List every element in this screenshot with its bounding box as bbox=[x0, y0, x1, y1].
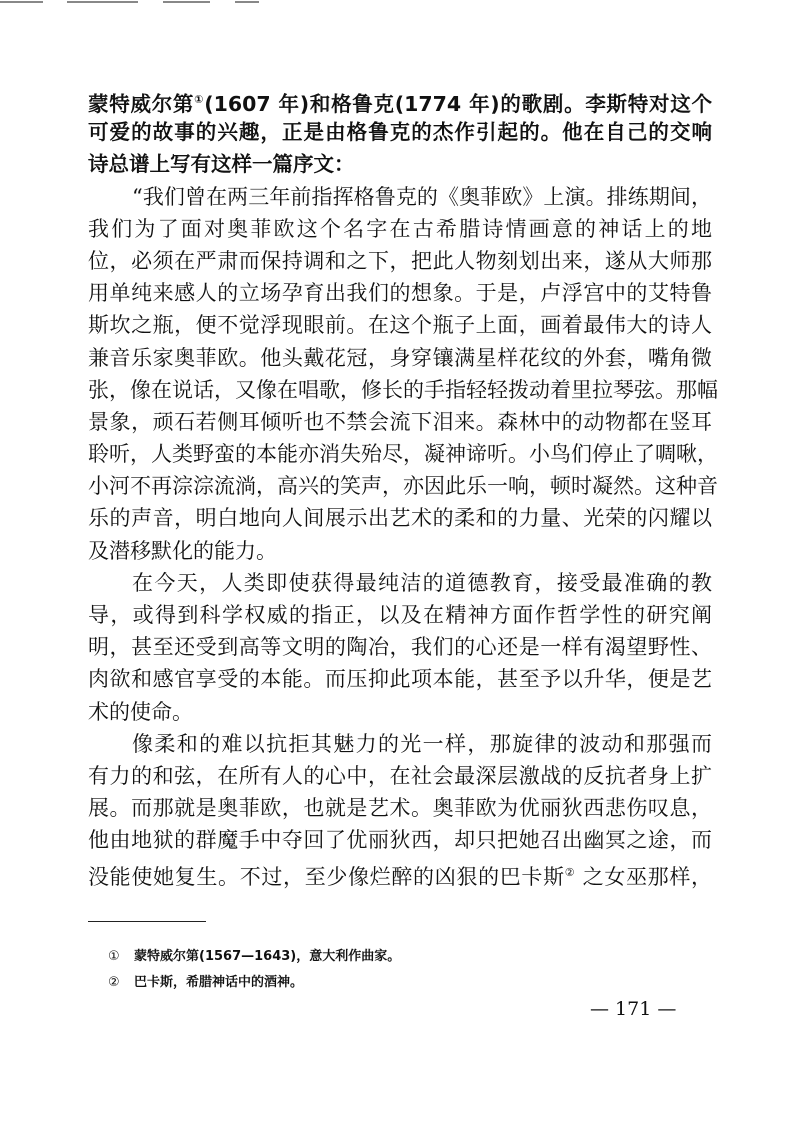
scan-edge-mark bbox=[235, 1, 259, 3]
text-span: 蒙特威尔第 bbox=[88, 91, 195, 116]
text-line: 张，像在说话，又像在唱歌，修长的手指轻轻拨动着里拉琴弦。那幅 bbox=[88, 377, 718, 402]
text-line: 兼音乐家奥菲欧。他头戴花冠，身穿镶满星样花纹的外套，嘴角微 bbox=[88, 345, 712, 370]
text-line: 在今天，人类即使获得最纯洁的道德教育，接受最准确的教 bbox=[132, 570, 712, 595]
footnote-ref-1[interactable]: ① bbox=[194, 93, 205, 106]
text-line: 聆听，人类野蛮的本能亦消失殆尽，凝神谛听。小鸟们停止了啁啾， bbox=[88, 442, 718, 467]
footnote-number: ② bbox=[108, 975, 120, 990]
text-line: 可爱的故事的兴趣，正是由格鲁克的杰作引起的。他在自己的交响 bbox=[88, 120, 712, 145]
text-line: 位，必须在严肃而保持调和之下，把此人物刻划出来，遂从大师那 bbox=[88, 248, 712, 273]
scan-edge-mark bbox=[67, 1, 138, 3]
text-line: 肉欲和感官享受的本能。而压抑此项本能，甚至予以升华，便是艺 bbox=[88, 667, 712, 692]
text-line: 乐的声音，明白地向人间展示出艺术的柔和的力量、光荣的闪耀以 bbox=[88, 506, 712, 531]
text-line: 导，或得到科学权威的指正，以及在精神方面作哲学性的研究阐 bbox=[88, 603, 712, 627]
footnotes bbox=[108, 944, 400, 996]
body-text bbox=[88, 84, 718, 889]
text-line: 小河不再淙淙流淌，高兴的笑声，亦因此乐一响，顿时凝然。这种音 bbox=[88, 474, 718, 499]
text-line: 明，甚至还受到高等文明的陶冶，我们的心还是一样有渴望野性、 bbox=[88, 635, 712, 660]
text-line: “我们曾在两三年前指挥格鲁克的《奥菲欧》上演。排练期间， bbox=[132, 184, 712, 209]
text-line: 术的使命。 bbox=[88, 699, 193, 724]
text-line: 像柔和的难以抗拒其魅力的光一样，那旋律的波动和那强而 bbox=[132, 731, 712, 756]
text-line: 及潜移默化的能力。 bbox=[88, 538, 277, 563]
text-line: 斯坎之瓶，便不觉浮现眼前。在这个瓶子上面，画着最伟大的诗人 bbox=[88, 313, 712, 338]
footnote-text: 蒙特威尔第(1567—1643)，意大利作曲家。 bbox=[134, 949, 401, 964]
footnote-divider bbox=[88, 921, 206, 922]
text-line: 他由地狱的群魔手中夺回了优丽狄西，却只把她召出幽冥之途，而 bbox=[88, 828, 712, 853]
scan-edge-mark bbox=[163, 1, 210, 3]
text-line: 诗总谱上写有这样一篇序文： bbox=[88, 152, 355, 177]
text-span: 之女巫那样， bbox=[575, 864, 712, 889]
text-line bbox=[88, 857, 712, 889]
text-span: (1607 年)和格鲁克(1774 年)的歌剧。李斯特对这个 bbox=[204, 91, 712, 116]
footnote-ref-2[interactable]: ② bbox=[564, 865, 576, 879]
footnote-2 bbox=[108, 970, 400, 996]
text-line: 有力的和弦，在所有人的心中，在社会最深层激战的反抗者身上扩 bbox=[88, 763, 712, 788]
text-line: 用单纯来感人的立场孕育出我们的想象。于是，卢浮宫中的艾特鲁 bbox=[88, 281, 712, 306]
text-line: 我们为了面对奥菲欧这个名字在古希腊诗情画意的神话上的地 bbox=[88, 216, 712, 241]
text-line: 展。而那就是奥菲欧，也就是艺术。奥菲欧为优丽狄西悲伤叹息， bbox=[88, 796, 712, 821]
footnote-text: 巴卡斯，希腊神话中的酒神。 bbox=[134, 975, 304, 990]
text-span: 没能使她复生。不过，至少像烂醉的凶狠的巴卡斯 bbox=[88, 864, 565, 889]
text-line: 景象，顽石若侧耳倾听也不禁会流下泪来。森林中的动物都在竖耳 bbox=[88, 409, 712, 434]
page-number: — 171 — bbox=[590, 998, 677, 1020]
footnote-1 bbox=[108, 944, 400, 970]
scan-edge-mark bbox=[0, 1, 43, 3]
footnote-number: ① bbox=[108, 949, 120, 964]
text-line bbox=[88, 84, 712, 116]
